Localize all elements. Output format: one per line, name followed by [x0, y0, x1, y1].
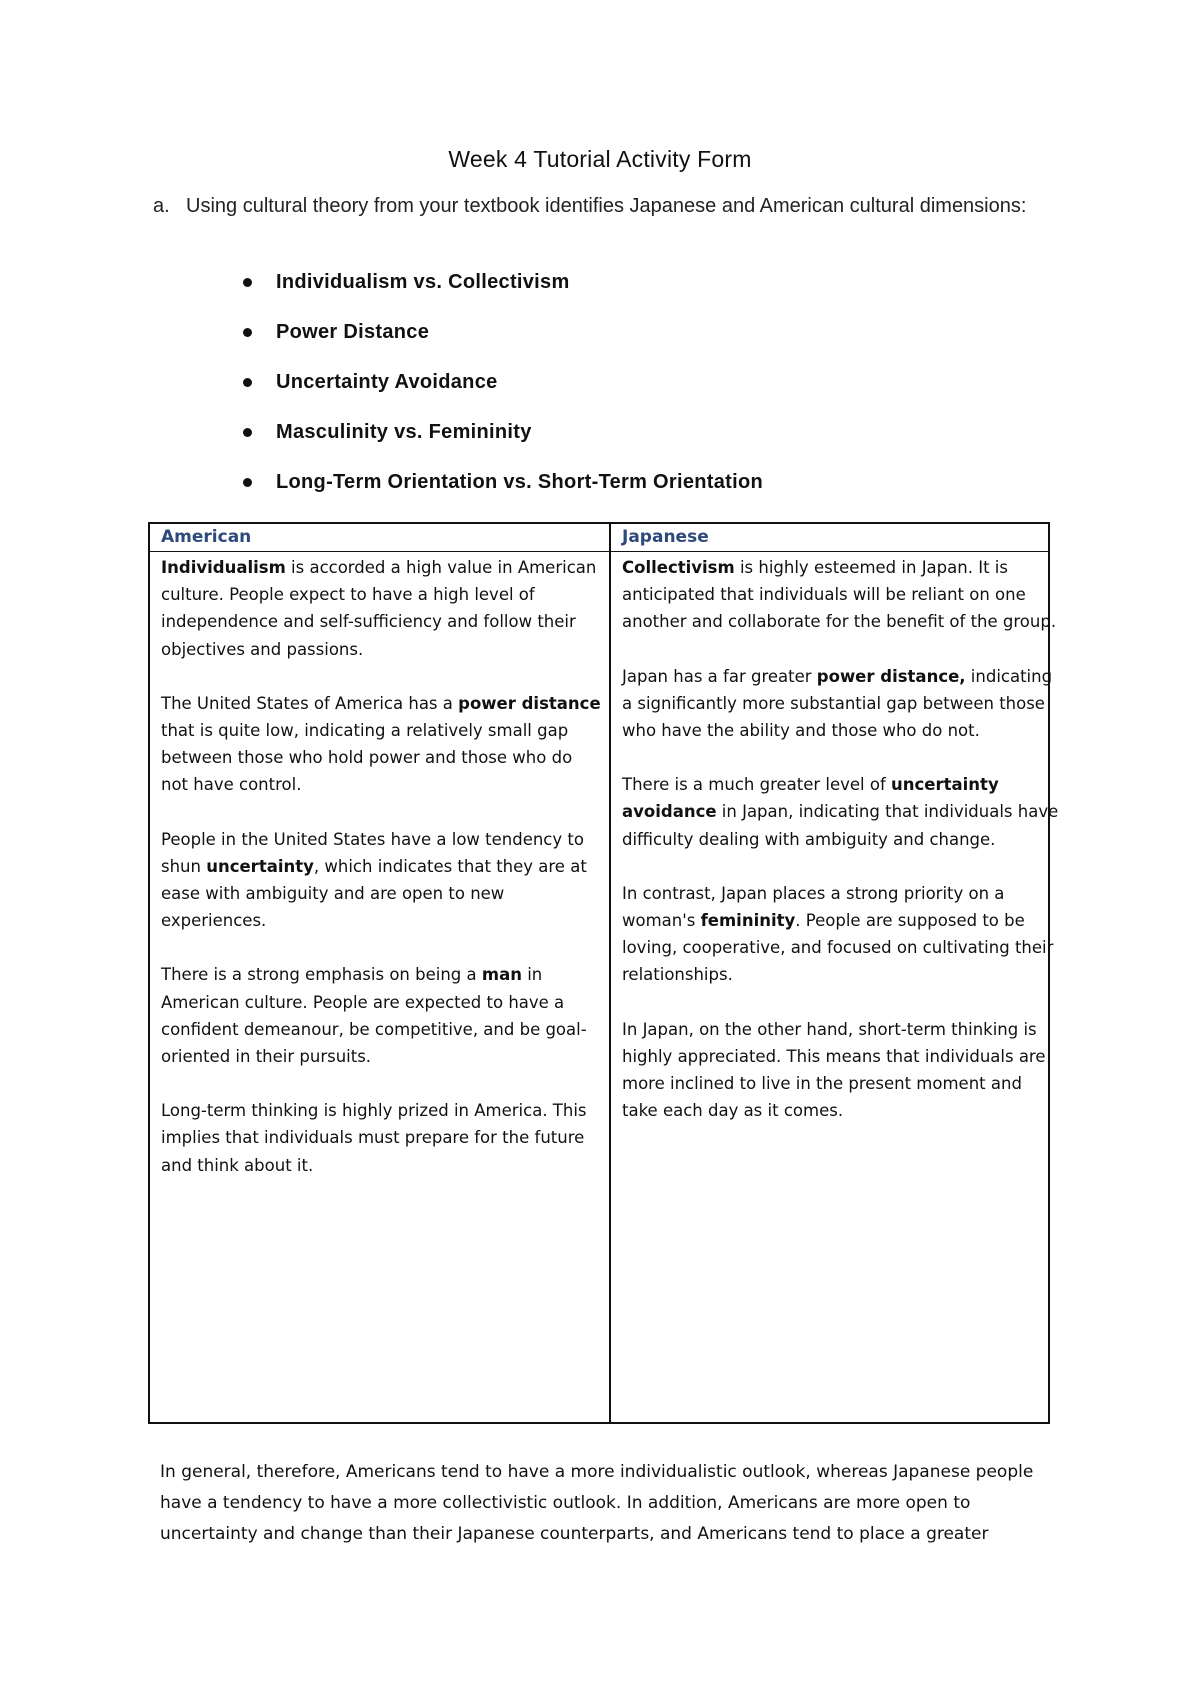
bullet-icon: [243, 278, 252, 287]
question-a: [153, 192, 1066, 220]
table-paragraph: Collectivism is highly esteemed in Japan. It is anticipated that individuals will be reliant on one another and collaborate for the benefit of the group.: [622, 558, 1057, 632]
list-item: Uncertainty Avoidance: [276, 370, 763, 420]
table-paragraph: There is a much greater level of uncertainty avoidance in Japan, indicating that individuals have difficulty dealing with ambiguity and change.: [622, 775, 1059, 849]
list-item: Power Distance: [276, 320, 763, 370]
page-title: Week 4 Tutorial Activity Form: [448, 146, 752, 172]
column-divider: [609, 524, 611, 1422]
list-item: Masculinity vs. Femininity: [276, 420, 763, 470]
table-paragraph: Long-term thinking is highly prized in America. This implies that individuals must prepare for the future and think about it.: [161, 1101, 587, 1175]
header-japanese: Japanese: [622, 527, 709, 547]
comparison-table: [148, 522, 1059, 1424]
bullet-icon: [243, 478, 252, 487]
question-text: Using cultural theory from your textbook identifies Japanese and American cultural dimensions:: [186, 195, 1027, 217]
table-paragraph: Individualism is accorded a high value in American culture. People expect to have a high level of independence and self-sufficiency and follow their objectives and passions.: [161, 558, 597, 659]
table-paragraph: In Japan, on the other hand, short-term thinking is highly appreciated. This means that individuals are more inclined to live in the present moment and take each day as it comes.: [622, 1019, 1046, 1121]
table-paragraph: Japan has a far greater power distance, indicating a significantly more substantial gap between those who have the ability and those who do not.: [622, 666, 1053, 741]
summary-paragraph: In general, therefore, Americans tend to have a more individualistic outlook, whereas Japanese people have a tendency to have a more collectivistic outlook. In addition, Americans are more open to uncertainty and change than their Japanese counterparts, and Americans tend to place a greater: [160, 1462, 1034, 1544]
list-item: Individualism vs. Collectivism: [276, 270, 763, 320]
bullet-icon: [243, 428, 252, 437]
bullet-icon: [243, 378, 252, 387]
header-divider: [150, 551, 1048, 552]
list-item: Long-Term Orientation vs. Short-Term Orientation: [276, 470, 763, 520]
table-paragraph: People in the United States have a low tendency to shun uncertainty, which indicates that they are at ease with ambiguity and are open to new experiences.: [161, 829, 587, 931]
japanese-cell: [622, 554, 1062, 1151]
table-paragraph: In contrast, Japan places a strong priority on a woman's femininity. People are supposed to be loving, cooperative, and focused on cultivating their relationships.: [622, 883, 1054, 985]
bullet-icon: [243, 328, 252, 337]
header-american: American: [161, 527, 252, 547]
question-marker: a.: [153, 195, 170, 217]
table-paragraph: The United States of America has a power distance that is quite low, indicating a relatively small gap between those who hold power and those who do not have control.: [161, 693, 601, 795]
american-cell: [161, 554, 601, 1206]
dimensions-list: [276, 270, 763, 520]
table-paragraph: There is a strong emphasis on being a man in American culture. People are expected to have a confident demeanour, be competitive, and be goal-oriented in their pursuits.: [161, 965, 587, 1067]
